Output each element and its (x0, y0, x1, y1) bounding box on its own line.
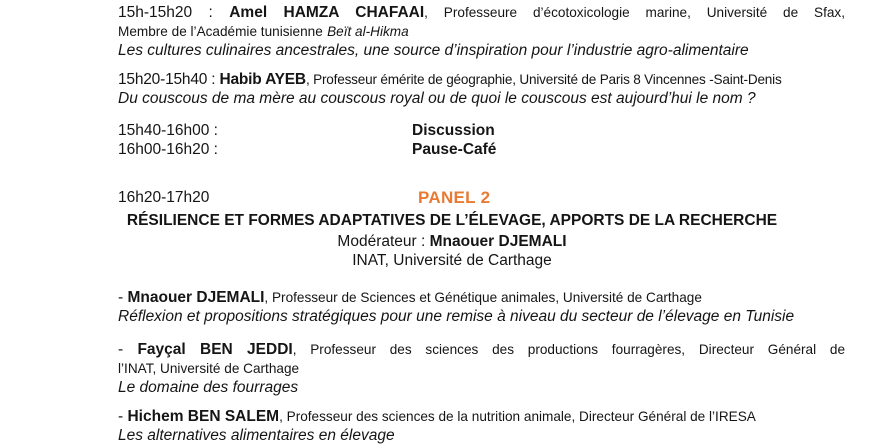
panel-label: PANEL 2 (418, 188, 491, 207)
break-pause-time: 16h00-16h20 : (118, 141, 218, 158)
break-row-discussion (118, 121, 845, 140)
speaker-3-role: , Professeur des sciences de la nutrition animale, Directeur Général de l’IRESA (279, 409, 756, 424)
break-row-pause-cafe (118, 140, 845, 159)
talk-1-header-line-2 (118, 23, 409, 40)
talk-2-speaker-name: Habib AYEB (219, 71, 306, 88)
talk-1-speaker-name: Amel HAMZA CHAFAAI (229, 4, 425, 21)
speaker-2-header (118, 340, 845, 378)
speaker-2-role-2: l’INAT, Université de Carthage (118, 361, 300, 376)
talk-1-academy-name: Beït al-Hikma (327, 24, 409, 39)
speaker-3-dash: - (118, 408, 124, 425)
talk-1-title: Les cultures culinaires ancestrales, une source d’inspiration pour l’industrie agro-alimentaire (118, 42, 749, 59)
talk-1-header (118, 3, 845, 41)
panel-header-block (118, 211, 786, 270)
speaker-3-header (118, 407, 845, 426)
break-discussion-label: Discussion (412, 122, 495, 139)
talk-1-speaker-role-2: Membre de l’Académie tunisienne (118, 24, 323, 39)
panel-row (118, 188, 845, 207)
panel-moderator-name: Mnaouer DJEMALI (429, 233, 567, 250)
talk-1-header-line-1 (118, 3, 845, 22)
panel-moderator-label: Modérateur : (337, 233, 426, 250)
speaker-2-title: Le domaine des fourrages (118, 379, 299, 396)
speaker-1-dash: - (118, 289, 124, 306)
talk-1-speaker-role: , Professeure d’écotoxicologie marine, Université de Sfax, (424, 5, 845, 20)
speaker-2-role: , Professeur des sciences des productions fourragères, Directeur Général de (292, 342, 846, 357)
talk-2-speaker-role: , Professeur émérite de géographie, Université de Paris 8 Vincennes -Saint-Denis (305, 72, 782, 87)
speaker-1-header (118, 288, 845, 307)
talk-1-time: 15h-15h20 : (118, 4, 213, 21)
break-pause-label: Pause-Café (412, 141, 497, 158)
panel-moderator-line (118, 232, 786, 251)
speaker-2-dash: - (118, 341, 124, 358)
speaker-2-header-line-1 (118, 340, 845, 359)
talk-2-header (118, 70, 845, 89)
speaker-3-name: Hichem BEN SALEM (127, 408, 280, 425)
speaker-2-name: Fayçal BEN JEDDI (137, 341, 293, 358)
talk-2-time: 15h20-15h40 : (118, 71, 216, 88)
panel-moderator-affiliation: INAT, Université de Carthage (352, 252, 552, 269)
break-discussion-time: 15h40-16h00 : (118, 122, 218, 139)
talk-2-title: Du couscous de ma mère au couscous royal ou de quoi le couscous est aujourd’hui le nom ? (118, 90, 756, 107)
speaker-3-title: Les alternatives alimentaires en élevage (118, 427, 395, 444)
program-content (118, 3, 845, 445)
panel-time: 16h20-17h20 (118, 189, 210, 206)
speaker-1-role: , Professeur de Sciences et Génétique animales, Université de Carthage (264, 290, 702, 305)
speaker-1-title: Réflexion et propositions stratégiques pour une remise à niveau du secteur de l’élevage en Tunisie (118, 308, 795, 325)
panel-heading: RÉSILIENCE ET FORMES ADAPTATIVES DE L’ÉLEVAGE, APPORTS DE LA RECHERCHE (126, 212, 778, 229)
speaker-1-name: Mnaouer DJEMALI (127, 289, 265, 306)
